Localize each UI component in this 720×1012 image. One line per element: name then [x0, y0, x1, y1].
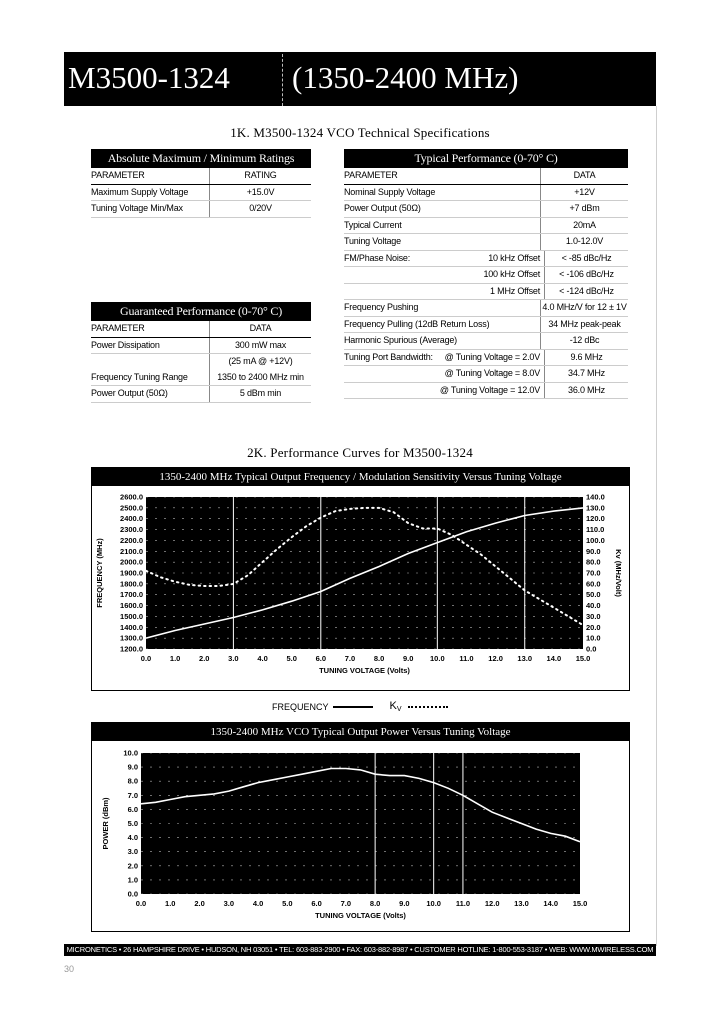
frequency-kv-plot: [92, 486, 629, 689]
row-value: +7 dBm: [540, 201, 628, 217]
y-tick-label: 5.0: [127, 819, 138, 828]
x-tick-label: 1.0: [169, 654, 181, 663]
part-number: M3500-1324: [68, 60, 230, 95]
row-parameter: Tuning Port Bandwidth:: [344, 351, 433, 362]
row-value: +12V: [540, 185, 628, 201]
y2-tick-label: 120.0: [586, 514, 605, 524]
y2-tick-label: 30.0: [586, 611, 601, 621]
col-header-parameter: PARAMETER: [91, 323, 145, 333]
y2-tick-label: 90.0: [586, 546, 601, 556]
table-row: [344, 300, 628, 317]
y-tick-label: 1900.0: [120, 568, 143, 578]
col-header-parameter: PARAMETER: [91, 170, 145, 180]
row-sub-parameter: @ Tuning Voltage = 8.0V: [444, 368, 540, 378]
row-parameter: Frequency Tuning Range: [91, 371, 188, 382]
row-parameter: FM/Phase Noise:: [344, 252, 411, 263]
y-tick-label: 1600.0: [120, 601, 143, 611]
row-parameter: Harmonic Spurious (Average): [344, 335, 457, 345]
y-tick-label: 1200.0: [120, 644, 143, 654]
y2-tick-label: 40.0: [586, 601, 601, 611]
section-title-specs: 1K. M3500-1324 VCO Technical Specifications: [230, 125, 490, 140]
x-tick-label: 3.0: [223, 899, 235, 908]
x-tick-label: 4.0: [252, 899, 264, 908]
page-number: 30: [64, 964, 75, 974]
section-title-curves: 2K. Performance Curves for M3500-1324: [247, 445, 473, 460]
row-parameter: Frequency Pulling (12dB Return Loss): [344, 318, 490, 329]
y2-tick-label: 10.0: [586, 633, 601, 643]
row-sub-parameter: 1 MHz Offset: [490, 285, 540, 296]
y-tick-label: 2500.0: [120, 503, 143, 513]
x-tick-label: 12.0: [488, 654, 503, 663]
row-sub-parameter: @ Tuning Voltage = 12.0V: [439, 384, 540, 395]
y-tick-label: 2300.0: [120, 525, 143, 535]
legend-kv-sub: V: [396, 706, 402, 714]
x-tick-label: 8.0: [369, 899, 381, 908]
y2-tick-label: 70.0: [586, 568, 601, 578]
x-tick-label: 10.0: [430, 654, 445, 663]
y2-tick-label: 140.0: [586, 492, 605, 502]
y2-tick-label: 110.0: [586, 525, 605, 535]
x-tick-label: 12.0: [484, 899, 500, 908]
y-tick-label: 2600.0: [120, 492, 143, 502]
absolute-ratings-table: [91, 149, 311, 218]
y-tick-label: 8.0: [127, 776, 138, 786]
row-value: 300 mW max: [209, 338, 311, 354]
row-parameter: [91, 354, 209, 370]
x-tick-label: 9.0: [402, 654, 414, 663]
row-value: 9.6 MHz: [544, 350, 628, 366]
row-parameter: Maximum Supply Voltage: [91, 186, 189, 197]
y-tick-label: 3.0: [127, 847, 138, 857]
row-value: 0/20V: [209, 201, 311, 217]
y2-tick-label: 50.0: [586, 590, 601, 600]
y-tick-label: 1800.0: [120, 579, 143, 589]
x-tick-label: 6.0: [311, 899, 322, 908]
row-parameter: Nominal Supply Voltage: [344, 186, 436, 197]
y2-tick-label: 60.0: [586, 579, 601, 589]
y2-tick-label: 130.0: [586, 503, 605, 513]
row-value: (25 mA @ +12V): [209, 354, 311, 370]
y2-axis-label: Kv (MHz/Volt): [614, 549, 623, 597]
row-value: < -124 dBc/Hz: [544, 284, 628, 300]
x-tick-label: 14.0: [543, 899, 559, 908]
x-tick-label: 15.0: [575, 654, 591, 663]
table-row: [344, 267, 628, 284]
x-tick-label: 5.0: [286, 654, 297, 663]
col-header-data: DATA: [540, 168, 628, 184]
row-value: 4.0 MHz/V for 12 ± 1V: [540, 300, 628, 316]
x-tick-label: 5.0: [282, 899, 293, 908]
x-tick-label: 11.0: [459, 654, 474, 663]
chart-title: 1350-2400 MHz VCO Typical Output Power Versus Tuning Voltage: [92, 723, 629, 741]
frequency-range: (1350-2400 MHz): [292, 60, 519, 95]
x-tick-label: 0.0: [135, 899, 147, 908]
row-value: 1.0-12.0V: [540, 234, 628, 250]
x-tick-label: 9.0: [399, 899, 410, 908]
x-tick-label: 7.0: [344, 654, 356, 663]
row-parameter: Power Output (50Ω): [91, 388, 168, 398]
y-tick-label: 10.0: [123, 748, 138, 758]
row-value: 5 dBm min: [209, 386, 311, 402]
guaranteed-performance-table: [91, 302, 311, 403]
x-tick-label: 2.0: [194, 899, 205, 908]
row-parameter: [344, 284, 444, 300]
table-row: [91, 185, 311, 202]
y-tick-label: 7.0: [127, 790, 138, 800]
y2-tick-label: 80.0: [586, 557, 601, 567]
row-parameter: [344, 267, 444, 283]
y-tick-label: 1500.0: [120, 611, 143, 621]
y-tick-label: 2100.0: [120, 546, 143, 556]
table-row: [344, 218, 628, 235]
table-row: [344, 251, 628, 268]
table-row: [344, 284, 628, 301]
y-axis-label: FREQUENCY (MHz): [95, 538, 104, 608]
x-tick-label: 6.0: [315, 654, 327, 663]
row-value: < -106 dBc/Hz: [544, 267, 628, 283]
x-tick-label: 0.0: [140, 654, 152, 663]
table-row: [344, 366, 628, 383]
table-row: [91, 386, 311, 403]
x-tick-label: 11.0: [455, 899, 471, 908]
row-sub-parameter: 10 kHz Offset: [488, 252, 540, 263]
x-tick-label: 13.0: [514, 899, 529, 908]
table-row: [91, 370, 311, 387]
x-tick-label: 2.0: [199, 654, 210, 663]
x-axis-label: TUNING VOLTAGE (Volts): [315, 911, 406, 920]
y-tick-label: 0.0: [127, 889, 138, 899]
table-header-row: [91, 321, 311, 338]
footer-contact-bar: MICRONETICS • 26 HAMPSHIRE DRIVE • HUDSON, NH 03051 • TEL: 603-883-2900 • FAX: 603-882-8987 • CUSTOMER HOTLINE: 1-800-553-3187 • WEB: WWW.MWIRELESS.COM: [64, 944, 656, 956]
power-chart: [91, 722, 630, 932]
legend-frequency-label: FREQUENCY: [271, 701, 329, 712]
chart-title: 1350-2400 MHz Typical Output Frequency / Modulation Sensitivity Versus Tuning Voltage: [92, 468, 629, 486]
col-header-parameter: PARAMETER: [344, 170, 398, 180]
x-tick-label: 1.0: [165, 899, 176, 908]
table-title: Typical Performance (0-70° C): [344, 149, 628, 168]
y-tick-label: 6.0: [127, 804, 138, 814]
legend-kv-k: K: [389, 700, 397, 712]
chart-legend: [0, 700, 720, 713]
row-value: 34 MHz peak-peak: [540, 317, 628, 333]
table-row: [344, 185, 628, 202]
legend-kv-label: [390, 700, 402, 713]
row-value: 1350 to 2400 MHz min: [209, 370, 311, 386]
col-header-data: DATA: [209, 321, 311, 337]
y-tick-label: 1.0: [127, 875, 138, 885]
row-sub-parameter: 100 kHz Offset: [483, 269, 540, 279]
x-tick-label: 3.0: [228, 654, 239, 663]
row-parameter: Power Output (50Ω): [344, 203, 421, 213]
frequency-kv-chart: [91, 467, 630, 691]
y-tick-label: 2200.0: [120, 535, 143, 545]
y2-tick-label: 20.0: [586, 622, 601, 632]
x-tick-label: 14.0: [546, 654, 562, 663]
row-value: -12 dBc: [540, 333, 628, 349]
row-sub-parameter: @ Tuning Voltage = 2.0V: [444, 351, 540, 362]
row-parameter: Frequency Pushing: [344, 302, 419, 312]
y-tick-label: 2000.0: [120, 557, 143, 567]
x-tick-label: 13.0: [517, 654, 533, 663]
table-row: [91, 354, 311, 370]
row-parameter: Tuning Voltage: [344, 236, 401, 246]
plot-area: [141, 753, 580, 894]
row-parameter: [344, 383, 434, 399]
table-title: Guaranteed Performance (0-70° C): [91, 302, 311, 321]
table-row: [344, 350, 628, 367]
typical-performance-table: [344, 149, 628, 399]
page-margin-rule: [656, 106, 657, 946]
row-value: 20mA: [540, 218, 628, 234]
x-tick-label: 15.0: [572, 899, 588, 908]
col-header-rating: RATING: [209, 168, 311, 184]
table-row: [344, 317, 628, 334]
y2-tick-label: 0.0: [586, 644, 597, 654]
y-tick-label: 2.0: [127, 861, 138, 871]
x-tick-label: 8.0: [373, 654, 385, 663]
row-value: 36.0 MHz: [544, 383, 628, 399]
y-tick-label: 4.0: [127, 833, 138, 843]
table-row: [344, 333, 628, 350]
y-tick-label: 9.0: [127, 762, 138, 772]
y-tick-label: 1700.0: [120, 590, 143, 600]
x-tick-label: 10.0: [426, 899, 441, 908]
table-row: [344, 201, 628, 218]
y-axis-label: POWER (dBm): [101, 797, 110, 850]
x-tick-label: 7.0: [340, 899, 352, 908]
page-header: [64, 52, 656, 106]
legend-kv-line: [408, 706, 448, 708]
y-tick-label: 1400.0: [120, 622, 143, 632]
table-title: Absolute Maximum / Minimum Ratings: [91, 149, 311, 168]
row-parameter: [344, 366, 434, 382]
table-row: [91, 201, 311, 218]
table-row: [344, 383, 628, 400]
table-header-row: [344, 168, 628, 185]
y-tick-label: 1300.0: [120, 633, 143, 643]
row-parameter: Tuning Voltage Min/Max: [91, 203, 183, 213]
table-row: [344, 234, 628, 251]
x-tick-label: 4.0: [257, 654, 268, 663]
row-parameter: Power Dissipation: [91, 339, 160, 350]
power-plot: [92, 741, 629, 930]
x-axis-label: TUNING VOLTAGE (Volts): [319, 666, 410, 675]
legend-frequency-line: [333, 706, 373, 708]
row-value: < -85 dBc/Hz: [544, 251, 628, 267]
y2-tick-label: 100.0: [586, 535, 605, 545]
row-value: 34.7 MHz: [544, 366, 628, 382]
header-divider: [282, 54, 283, 106]
row-parameter: Typical Current: [344, 219, 402, 230]
y-tick-label: 2400.0: [120, 514, 143, 524]
table-row: [91, 338, 311, 355]
table-header-row: [91, 168, 311, 185]
row-value: +15.0V: [209, 185, 311, 201]
